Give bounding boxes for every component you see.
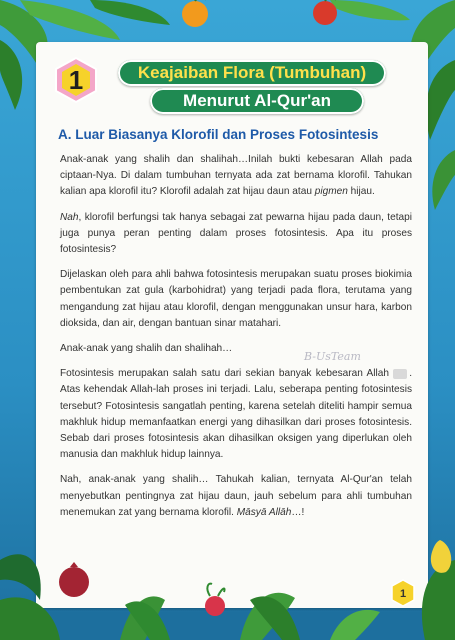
paragraph-1-italic: pigmen xyxy=(314,186,348,198)
paragraph-2-italic: Nah xyxy=(60,211,79,223)
paragraph-6-end: …! xyxy=(291,506,305,518)
paragraph-6-text: Nah, anak-anak yang shalih… Tahukah kalian, ternyata Al-Qur'an telah menyebutkan pentingnya zat hijau daun, jauh sebelum para ahli tumbuhan menemukan zat yang bernama klorofil. xyxy=(60,474,412,518)
radish-icon xyxy=(205,596,225,616)
paragraph-1-text: Anak-anak yang shalih dan shalihah…Inilah bukti kebesaran Allah pada ciptaan-Nya. Di dalam tumbuhan ternyata ada zat bernama klorofil. Tahukan kalian apa klorofil itu? Klorofil adalah zat hijau daun atau xyxy=(60,154,412,198)
pomegranate-fruit-icon xyxy=(59,567,89,597)
paragraph-5-text: Fotosintesis merupakan salah satu dari sekian banyak kebesaran Allah xyxy=(60,368,394,380)
section-heading: A. Luar Biasanya Klorofil dan Proses Fotosintesis xyxy=(58,127,379,142)
page-number: 1 xyxy=(399,588,407,600)
chapter-title-line-1: Keajaiban Flora (Tumbuhan) xyxy=(118,60,386,86)
chapter-number: 1 xyxy=(68,65,84,95)
paragraph-3: Dijelaskan oleh para ahli bahwa fotosintesis merupakan suatu proses biokimia pembentukan zat gula (karbohidrat) yang terjadi pada flora, terutama yang mengandung zat hijau atau klorofil, dengan menggunakan unsur hara, karbon dioksida, dan air, dengan bantuan sinar matahari. xyxy=(60,269,412,329)
chapter-title-line-2: Menurut Al-Qur'an xyxy=(150,88,364,114)
paragraph-5-rest: . Atas kehendak Allah-lah proses ini terjadi. Lalu, seberapa penting fotosintesis tersebut? Fotosintesis sangatlah penting, karena setelah diteliti hampir semua makhluk hidup memanfaatkan energi yang dihasilkan dari proses fotosintesis. Sebab dari proses fotosintesis akan dihasilkan oksigen yang diperlukan oleh manusia dan makhluk hidup lainnya. xyxy=(60,368,412,461)
paragraph-4: Anak-anak yang shalih dan shalihah… xyxy=(60,343,233,355)
watermark: B-UsTeam xyxy=(304,350,361,363)
paragraph-2-text: , klorofil berfungsi tak hanya sebagai zat pewarna hijau pada daun, tetapi juga punya peran penting dalam proses fotosintesis. Apa itu proses fotosintesis? xyxy=(60,211,412,256)
paragraph-1-end: hijau. xyxy=(347,186,375,198)
pear-fruit-icon xyxy=(431,540,451,573)
paragraph-6-italic: Māsyā Allāh xyxy=(236,506,292,518)
